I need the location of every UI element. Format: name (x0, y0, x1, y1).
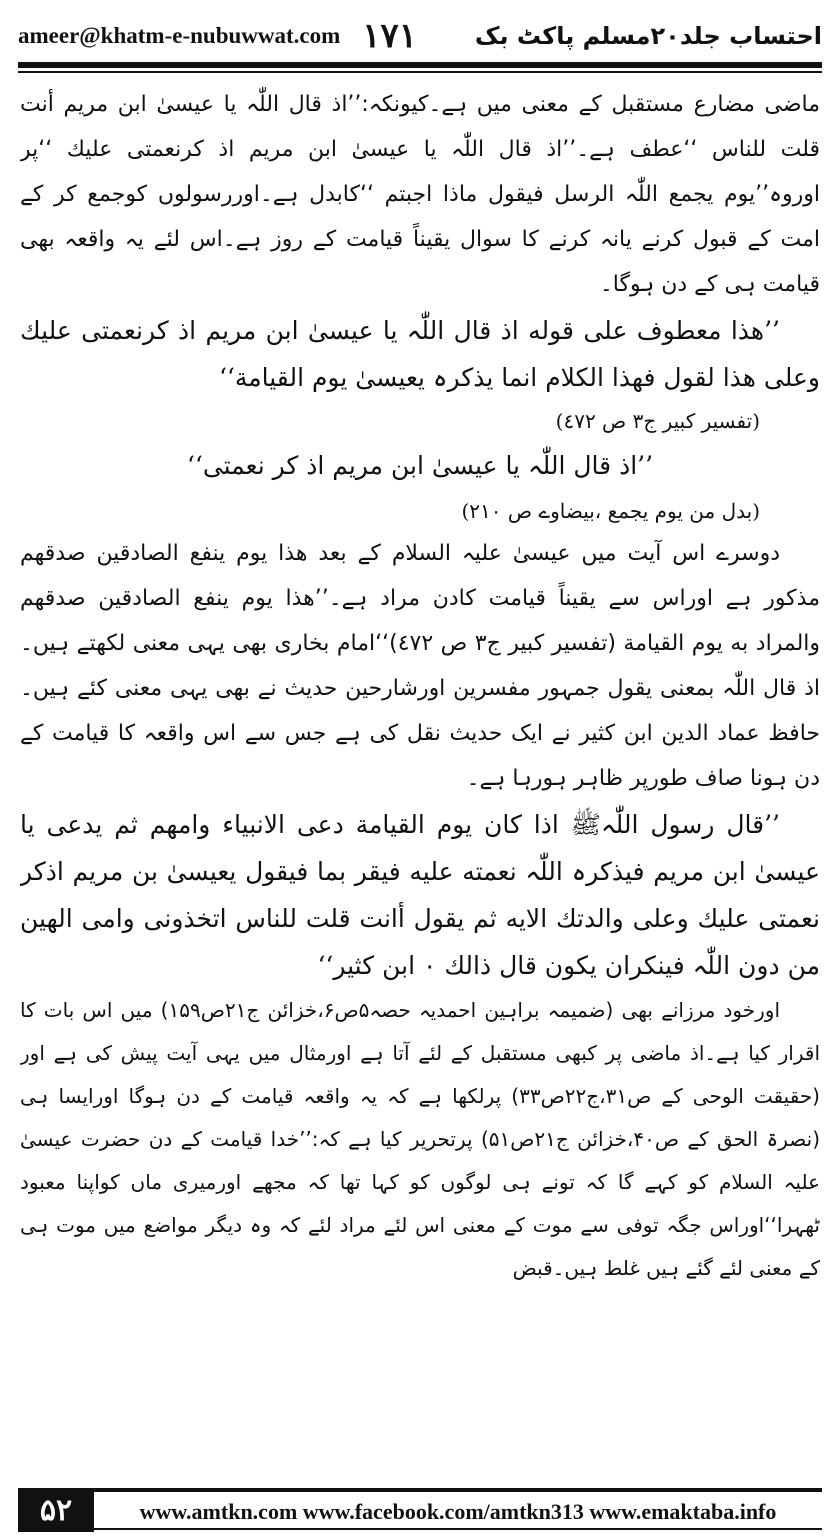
page-body (20, 82, 820, 1462)
book-title: احتساب جلد۲۰مسلم پاکٹ بک (474, 22, 822, 50)
paragraph-1: ماضی مضارع مستقبل کے معنی میں ہے۔کیونکہ:’’اذ قال اللّٰہ یا عیسیٰ ابن مریم أنت قلت للناس ‘‘عطف ہے۔’’اذ قال اللّٰہ یا عیسیٰ ابن مریم اذ کرنعمتی علیك ‘‘پر اوروہ’’یوم یجمع اللّٰہ الرسل فیقول ماذا اجبتم ‘‘کابدل ہے۔اوررسولوں کوجمع کر کے امت کے قبول کرنے یانہ کرنے کا سوال یقیناً قیامت کے روز ہے۔اس لئے یہ واقعہ بھی قیامت ہی کے دن ہوگا۔ (20, 92, 820, 297)
paragraph-2: دوسرے اس آیت میں عیسیٰ علیہ السلام کے بعد ھذا یوم ینفع الصادقین صدقھم مذکور ہے اوراس سے یقیناً قیامت کادن مراد ہے۔’’ھذا یوم ینفع الصادقین صدقھم والمراد به یوم القیامة (تفسیر کبیر ج۳ ص ٤٧٢)‘‘امام بخاری بھی یہی معنی لکھتے ہیں۔اذ قال اللّٰہ بمعنی یقول جمہور مفسرین اورشارحین حدیث نے بھی یہی معنی کئے ہیں۔ حافظ عماد الدین ابن کثیر نے ایک حدیث نقل کی ہے جس سے اس واقعہ کا قیامت کے دن ہونا صاف طورپر ظاہر ہورہا ہے۔ (20, 541, 820, 791)
page-footer (18, 1488, 822, 1532)
header-left (18, 16, 417, 56)
footer-underline (94, 1528, 822, 1530)
header-page-number: ۱۷۱ (362, 16, 418, 56)
header-rule-thick (18, 62, 822, 68)
reference-1: (تفسیر کبیر ج۳ ص ٤٧٢) (555, 409, 760, 433)
arabic-quote-3: ’’قال رسول اللّٰہﷺ اذا کان یوم القیامة دعی الانبیاء وامھم ثم یدعی یا عیسیٰ ابن مریم فیذکرہ اللّٰہ نعمته علیه فیقر بما فیقول یعیسیٰ بن مریم اذکر نعمتی علیك وعلی والدتك الایه ثم یقول أانت قلت للناس اتخذونی وامی الھین من دون اللّٰہ فینکران یکون قال ذالك ۰ ابن کثیر‘‘ (20, 810, 820, 980)
reference-2: (بدل من یوم یجمع ،بیضاوے ص ٢١٠) (461, 499, 760, 523)
arabic-quote-1: ’’ھذا معطوف علی قوله اذ قال اللّٰہ یا عیسیٰ ابن مریم اذ کرنعمتی علیك وعلی ھذا لقول فھذا الکلام انما یذکرہ یعیسیٰ یوم القیامة‘‘ (20, 316, 820, 392)
footer-page-number: ۵۲ (18, 1488, 94, 1532)
footer-links-text[interactable]: www.amtkn.com www.facebook.com/amtkn313 www.emaktaba.info (139, 1499, 777, 1524)
page-header (18, 14, 822, 58)
header-rule-thin (18, 71, 822, 73)
header-email: ameer@khatm-e-nubuwwat.com (18, 23, 341, 48)
arabic-quote-2: ’’اذ قال اللّٰہ یا عیسیٰ ابن مریم اذ کر نعمتی‘‘ (186, 451, 654, 480)
footer-links (94, 1488, 822, 1532)
paragraph-3: اورخود مرزانے بھی (ضمیمہ براہین احمدیہ حصہ۵ص۶،خزائن ج۲۱ص۱۵۹) میں اس بات کا اقرار کیا ہے۔اذ ماضی پر کبھی مستقبل کے لئے آتا ہے اورمثال میں یہی آیت پیش کی ہے اور (حقیقت الوحی کے ص۳۱،ج۲۲ص۳۳) پرلکھا ہے کہ یہ واقعہ قیامت کے دن ہوگا اورایسا ہی (نصرۃ الحق کے ص۴۰،خزائن ج۲۱ص۵۱) پرتحریر کیا ہے کہ:’’خدا قیامت کے دن حضرت عیسیٰ علیہ السلام کو کہے گا کہ تونے ہی لوگوں کو کہا تھا کہ مجھے اورمیری ماں کواپنا معبود ٹھہرا‘‘اوراس جگہ توفی سے موت کے معنی اس لئے مراد لئے کہ وہ دیگر مواضع میں موت ہی کے معنی لئے گئے ہیں غلط ہیں۔قبض (20, 998, 820, 1280)
